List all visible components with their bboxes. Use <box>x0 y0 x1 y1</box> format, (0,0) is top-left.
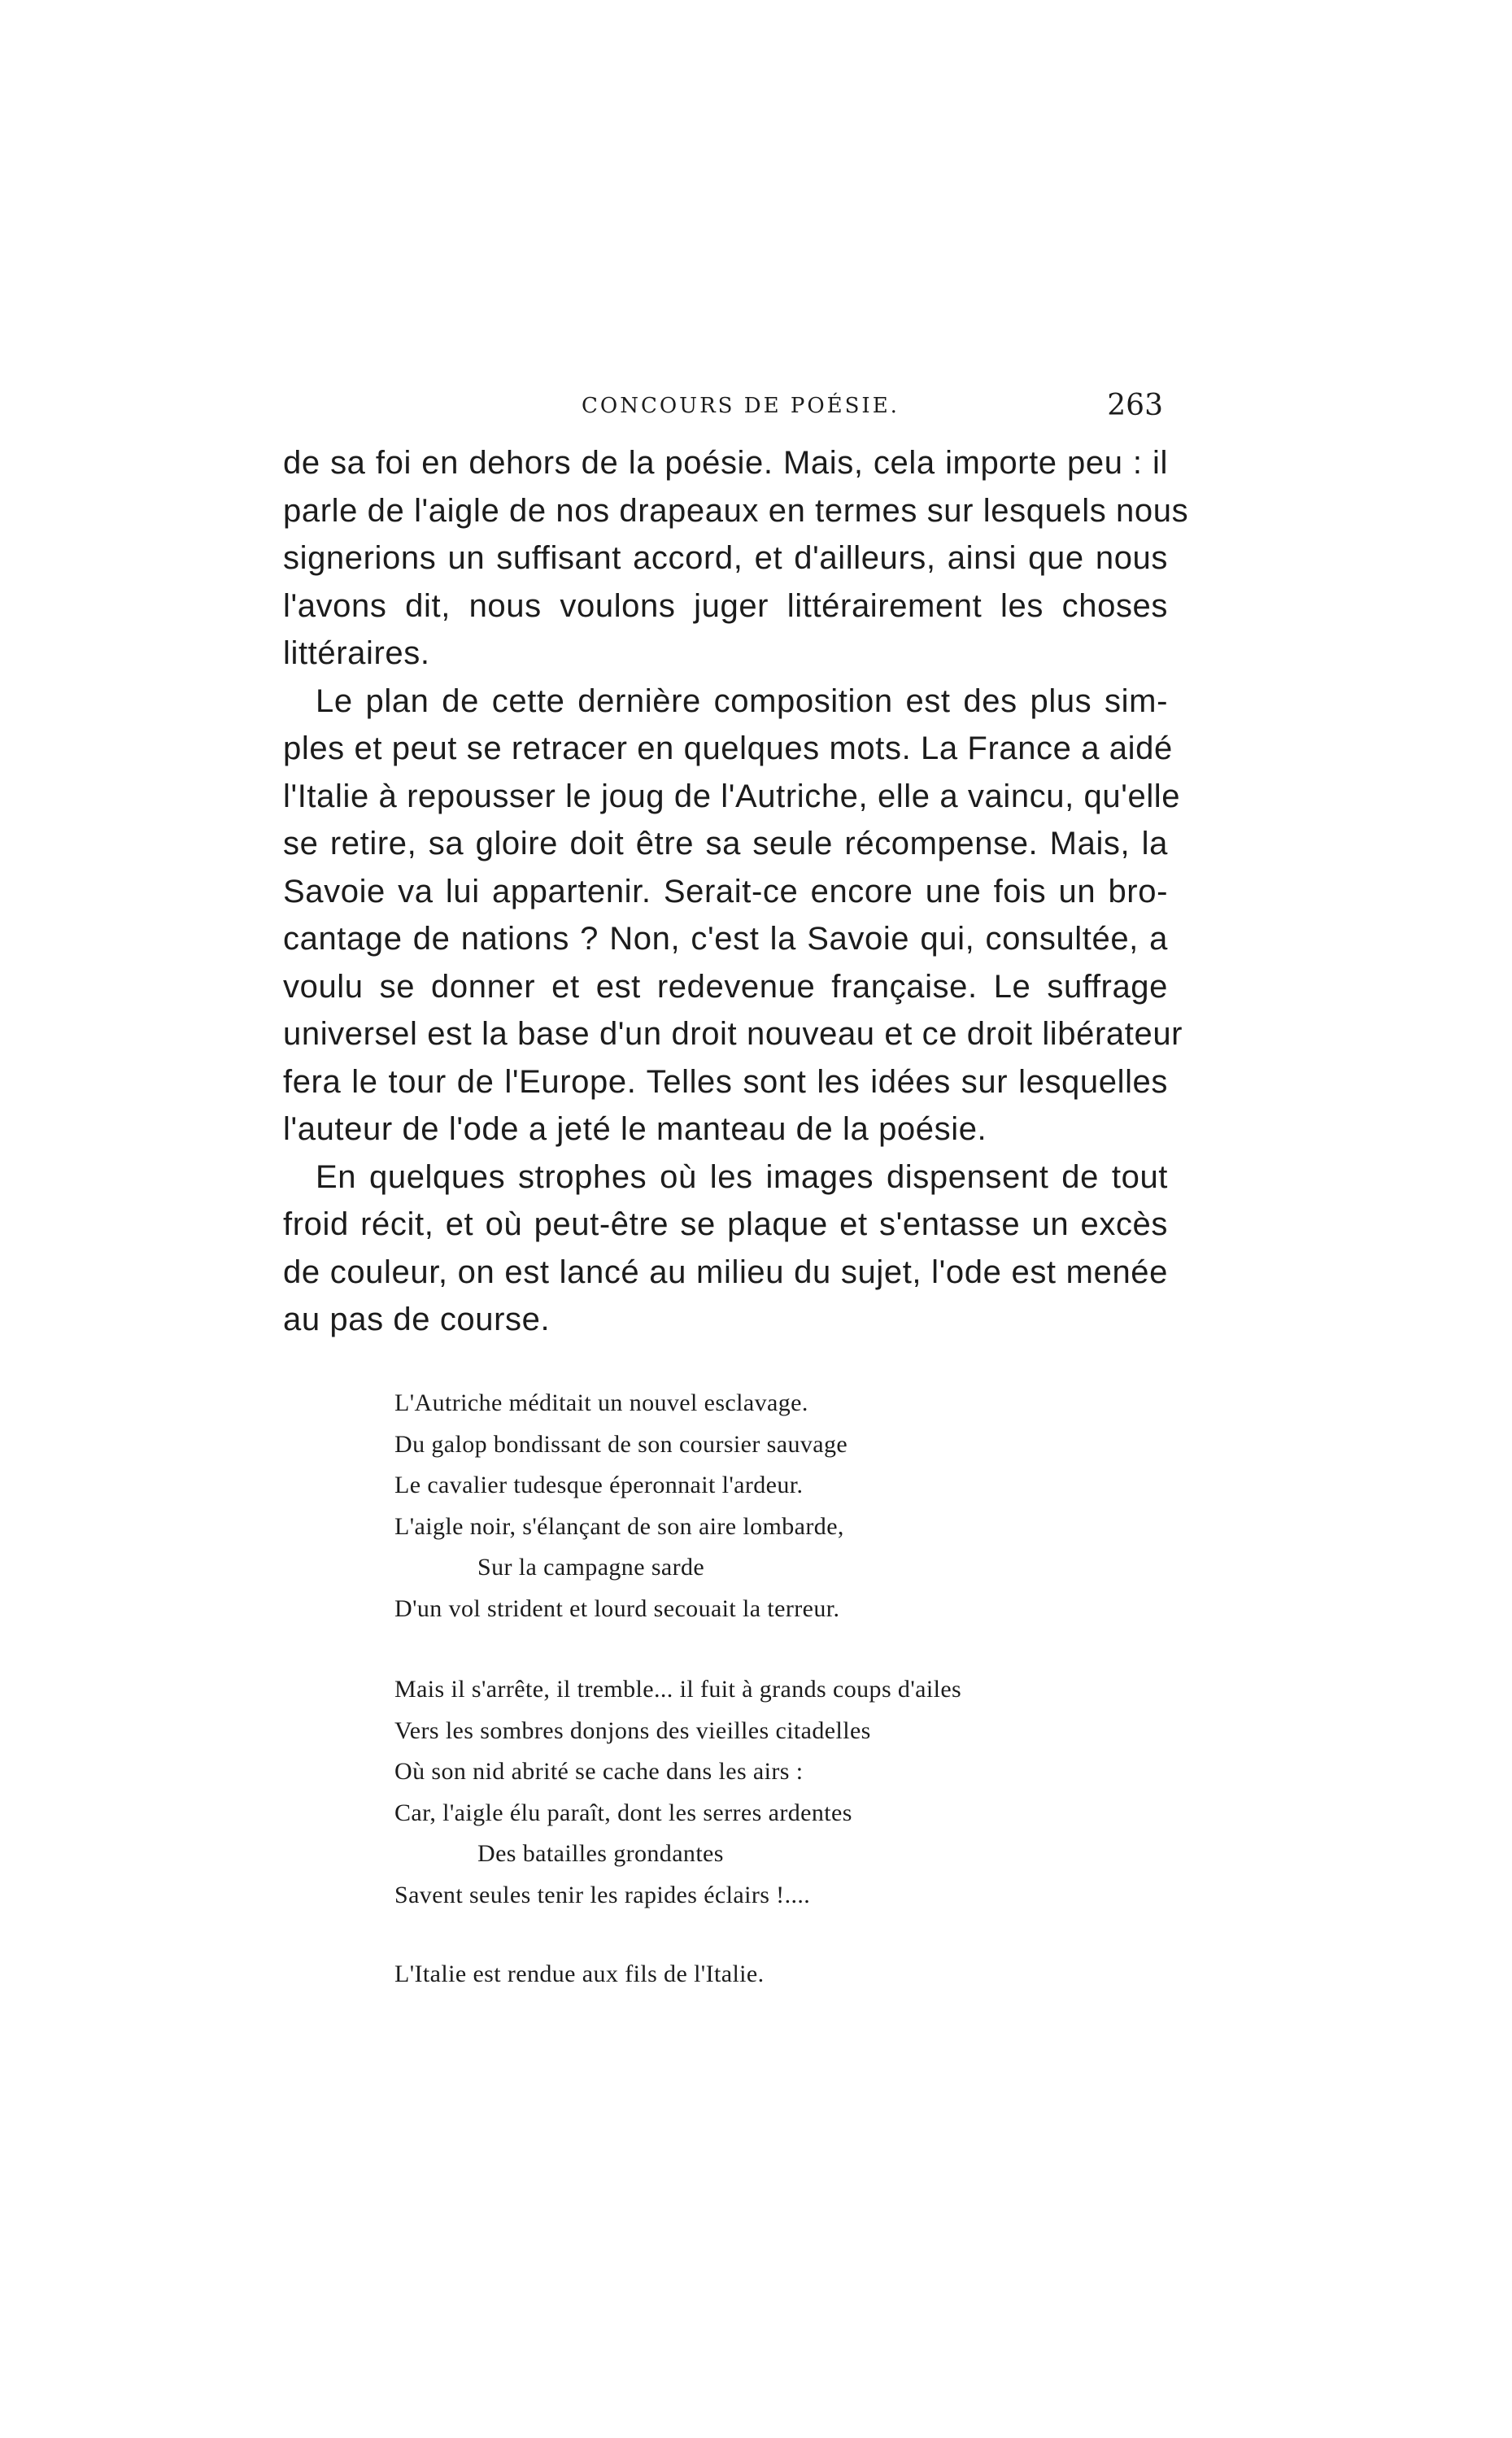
verse-line: Vers les sombres donjons des vieilles citadelles <box>394 1716 871 1744</box>
text-line: En quelques strophes où les images dispensent de tout <box>316 1158 1168 1195</box>
verse-line: Sur la campagne sarde <box>477 1554 705 1581</box>
paragraph-3 <box>283 1154 1168 1344</box>
text-line: fera le tour de l'Europe. Telles sont les idées sur lesquelles <box>283 1063 1168 1100</box>
poem-stanza-2 <box>394 1669 1013 1916</box>
verse-line: Des batailles grondantes <box>477 1840 724 1867</box>
text-line: froid récit, et où peut-être se plaque et s'entasse un excès <box>283 1206 1168 1242</box>
verse-line: Mais il s'arrête, il tremble... il fuit à grands coups d'ailes <box>394 1676 962 1703</box>
text-line: universel est la base d'un droit nouveau et ce droit libérateur <box>283 1016 1183 1052</box>
page-header <box>285 389 1163 430</box>
running-title: CONCOURS DE POÉSIE. <box>582 394 900 418</box>
text-line: au pas de course. <box>283 1302 551 1337</box>
text-line: se retire, sa gloire doit être sa seule récompense. Mais, la <box>283 826 1168 861</box>
text-line: l'avons dit, nous voulons juger littérairement les choses <box>283 587 1168 624</box>
text-line: signerions un suffisant accord, et d'ailleurs, ainsi que nous <box>283 540 1168 576</box>
verse-line: Savent seules tenir les rapides éclairs !.... <box>394 1881 811 1908</box>
paragraph-1 <box>283 439 1189 678</box>
text-line: parle de l'aigle de nos drapeaux en termes sur lesquels nous <box>283 492 1189 529</box>
poem-stanza-1 <box>394 1383 1013 1629</box>
text-line: de couleur, on est lancé au milieu du sujet, l'ode est menée <box>283 1254 1168 1290</box>
text-line: l'Italie à repousser le joug de l'Autriche, elle a vaincu, qu'elle <box>283 778 1181 814</box>
verse-line: Du galop bondissant de son coursier sauvage <box>394 1430 848 1458</box>
poem-closing-line: L'Italie est rendue aux fils de l'Italie. <box>394 1960 765 1987</box>
paragraph-2 <box>283 678 1183 1154</box>
text-line: Le plan de cette dernière composition est des plus sim- <box>316 683 1168 719</box>
verse-line: L'aigle noir, s'élançant de son aire lombarde, <box>394 1512 844 1540</box>
verse-line: Le cavalier tudesque éperonnait l'ardeur. <box>394 1472 804 1498</box>
verse-line: D'un vol strident et lourd secouait la terreur. <box>394 1594 840 1622</box>
text-line: Savoie va lui appartenir. Serait-ce encore une fois un bro- <box>283 873 1168 909</box>
text-line: voulu se donner et est redevenue française. Le suffrage <box>283 968 1168 1005</box>
text-line: ples et peut se retracer en quelques mots. La France a aidé <box>283 731 1173 766</box>
verse-line: Car, l'aigle élu paraît, dont les serres ardentes <box>394 1799 852 1826</box>
text-line: de sa foi en dehors de la poésie. Mais, cela importe peu : il <box>283 445 1168 481</box>
prose-body <box>283 439 1189 1344</box>
page-number: 263 <box>1107 389 1163 422</box>
text-line: cantage de nations ? Non, c'est la Savoie qui, consultée, a <box>283 921 1168 957</box>
verse-line: Où son nid abrité se cache dans les airs : <box>394 1758 804 1785</box>
text-line: littéraires. <box>283 635 430 671</box>
verse-line: L'Autriche méditait un nouvel esclavage. <box>394 1389 808 1416</box>
text-line: l'auteur de l'ode a jeté le manteau de la poésie. <box>283 1111 987 1147</box>
